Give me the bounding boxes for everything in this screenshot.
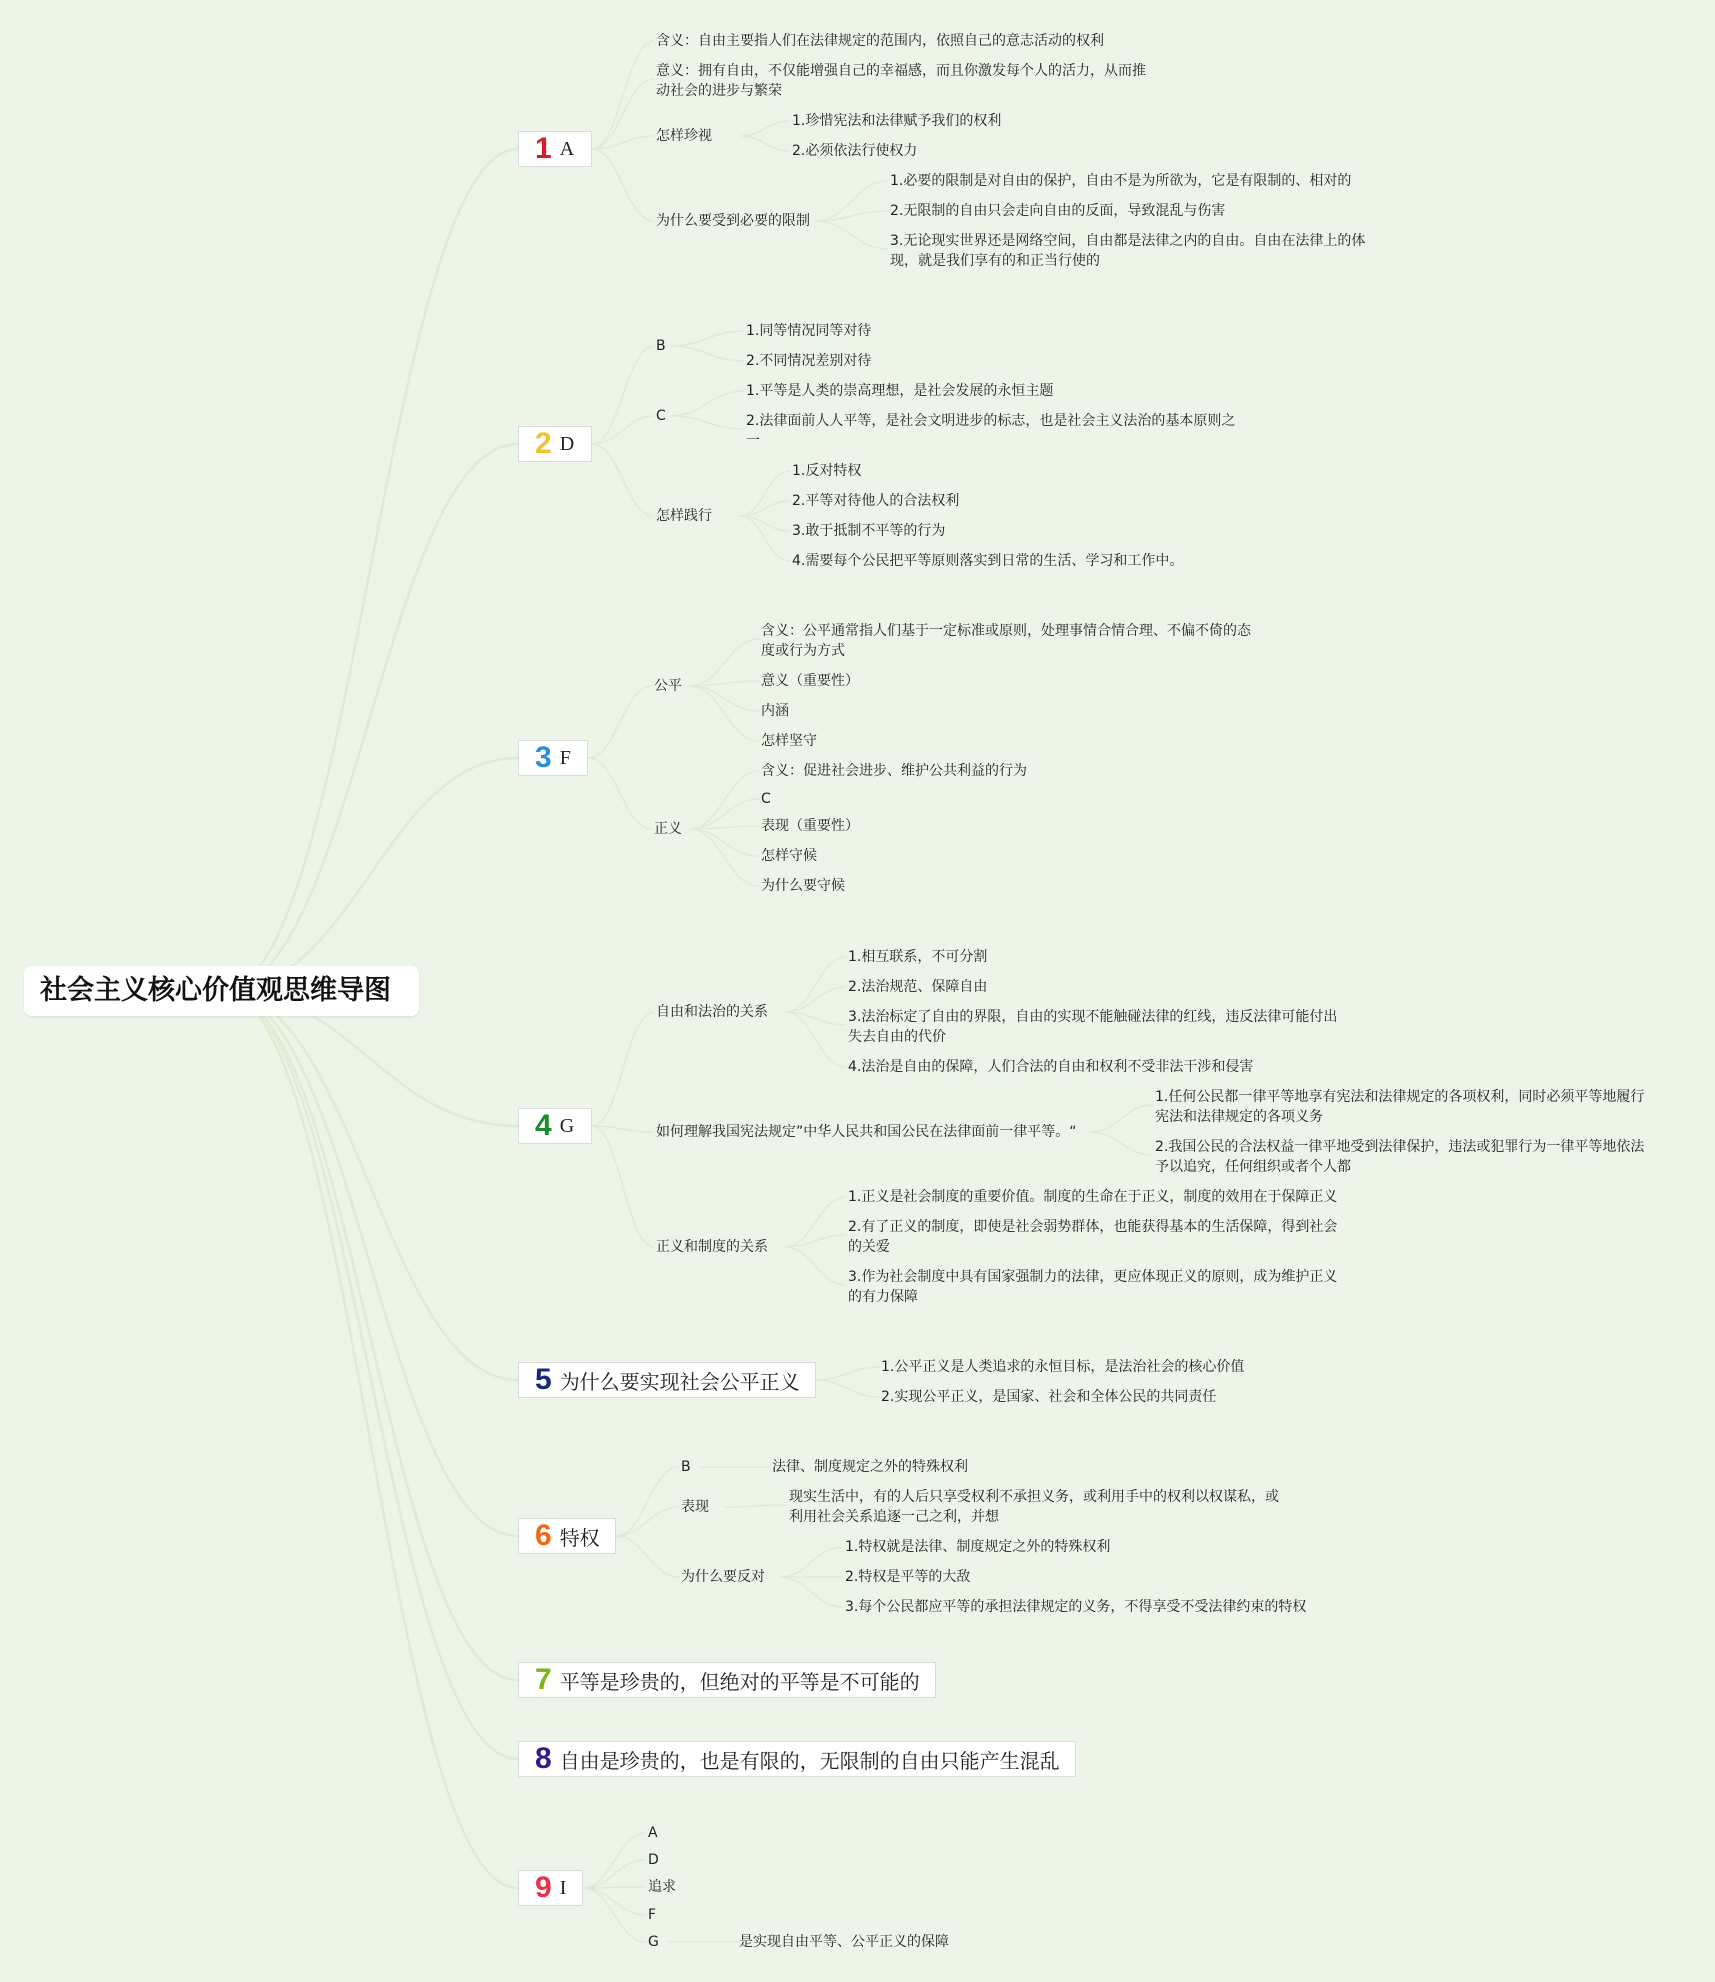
b2-how-practice-4[interactable]: 4.需要每个公民把平等原则落实到日常的生活、学习和工作中。 [792,553,1184,569]
b4-justice-system-2[interactable]: 2.有了正义的制度，即使是社会弱势群体，也能获得基本的生活保障，得到社会的关爱 [848,1219,1338,1255]
connector-curve [583,1888,646,1942]
b9-g[interactable]: G [648,1934,659,1950]
branch-8-node[interactable] [518,1741,1076,1777]
b1-how-cherish-1[interactable]: 1.珍惜宪法和法律赋予我们的权利 [792,113,1002,129]
b3-fairness-importance[interactable]: 意义（重要性） [761,673,859,689]
branch-3-label: F [559,746,571,769]
b1-how-cherish-2[interactable]: 2.必须依法行使权力 [792,143,918,159]
connector-curve [222,149,518,991]
branch-7-number: 7 [535,1663,552,1696]
b4-justice-system-3[interactable]: 3.作为社会制度中具有国家强制力的法律，更应体现正义的原则，成为维护正义的有力保障 [848,1269,1338,1305]
connector-curve [740,121,790,136]
connector-curve [690,686,759,711]
connector-curve [222,444,518,991]
b6-why-oppose-1[interactable]: 1.特权就是法律、制度规定之外的特殊权利 [845,1539,1111,1555]
branch-9-label: I [559,1876,567,1899]
connector-curve [690,829,759,856]
b2-b-2[interactable]: 2.不同情况差别对待 [746,353,872,369]
branch-6-label: 特权 [559,1525,600,1550]
branch-7-label: 平等是珍贵的，但绝对的平等是不可能的 [559,1669,920,1694]
b6-b-definition[interactable]: 法律、制度规定之外的特殊权利 [772,1459,968,1475]
branch-5-label: 为什么要实现社会公平正义 [559,1369,800,1394]
connector-curve [592,136,654,149]
b1-how-cherish[interactable]: 怎样珍视 [656,128,712,144]
b3-justice-meaning[interactable]: 含义：促进社会进步、维护公共利益的行为 [761,763,1027,779]
b3-fairness-how[interactable]: 怎样坚守 [761,733,817,749]
root-title: 社会主义核心价值观思维导图 [40,975,391,1006]
b3-fairness[interactable]: 公平 [654,678,682,694]
connector-curve [816,1367,879,1380]
b2-how-practice-1[interactable]: 1.反对特权 [792,463,862,479]
b4-freedom-law[interactable]: 自由和法治的关系 [656,1004,768,1020]
connector-curve [588,686,652,758]
connector-curve [815,181,888,221]
b6-manifestation[interactable]: 表现 [681,1499,709,1515]
branch-2-label: D [559,432,575,455]
b1-meaning[interactable]: 含义：自由主要指人们在法律规定的范围内，依照自己的意志活动的权利 [656,33,1104,49]
connector-curve [222,991,518,1536]
branch-1-number: 1 [535,132,552,165]
branch-1-node[interactable] [518,131,592,167]
b9-a[interactable]: A [648,1825,658,1841]
b3-justice[interactable]: 正义 [654,821,682,837]
connector-curve [670,346,744,361]
connector-curve [690,639,759,686]
branch-4-label: G [559,1114,575,1137]
b4-justice-system-1[interactable]: 1.正义是社会制度的重要价值。制度的生命在于正义，制度的效用在于保障正义 [848,1189,1338,1205]
b4-justice-system[interactable]: 正义和制度的关系 [656,1239,768,1255]
branch-6-number: 6 [535,1519,552,1552]
b6-why-oppose-3[interactable]: 3.每个公民都应平等的承担法律规定的义务，不得享受不受法律约束的特权 [845,1599,1307,1615]
connector-curve [670,331,744,346]
connector-curve [785,957,846,1012]
b9-g-guarantee[interactable]: 是实现自由平等、公平正义的保障 [739,1934,949,1950]
connector-curve [592,444,654,516]
b4-equality-question[interactable]: 如何理解我国宪法规定”中华人民共和国公民在法律面前一律平等。“ [656,1124,1077,1140]
b6-why-oppose-2[interactable]: 2.特权是平等的大敌 [845,1569,971,1585]
connector-curve [690,686,759,741]
branch-8-label: 自由是珍贵的，也是有限的，无限制的自由只能产生混乱 [559,1748,1060,1773]
b4-freedom-law-2[interactable]: 2.法治规范、保障自由 [848,979,988,995]
connector-curve [785,1197,846,1247]
root-node[interactable] [24,966,419,1016]
connector-curve [690,799,759,829]
b1-why-limit-3[interactable]: 3.无论现实世界还是网络空间，自由都是法律之内的自由。自由在法律上的体现，就是我们享有的和正当行使的 [890,233,1366,269]
connector-curve [592,1012,654,1126]
b4-equality-question-2[interactable]: 2.我国公民的合法权益一律平地受到法律保护，违法或犯罪行为一律平等地依法予以追究，任何组织或者个人都 [1155,1139,1645,1175]
branch-5-number: 5 [535,1363,552,1396]
branch-4-node[interactable] [518,1108,592,1144]
b2-how-practice[interactable]: 怎样践行 [656,508,712,524]
b3-fairness-meaning[interactable]: 含义：公平通常指人们基于一定标准或原则，处理事情合情合理、不偏不倚的态度或行为方式 [761,623,1251,659]
connector-curve [785,1247,846,1285]
connector-curve [670,416,744,429]
branch-6-node[interactable] [518,1518,616,1554]
connector-curve [592,149,654,221]
connector-curve [1090,1132,1153,1155]
connector-curve [816,1380,879,1397]
b2-c[interactable]: C [656,408,666,424]
b4-equality-question-1[interactable]: 1.任何公民都一律平等地享有宪法和法律规定的各项权利，同时必须平等地履行宪法和法律规定的各项义务 [1155,1089,1645,1125]
connector-curve [583,1888,646,1915]
b4-freedom-law-3[interactable]: 3.法治标定了自由的界限，自由的实现不能触碰法律的红线，违反法律可能付出失去自由的代价 [848,1009,1338,1045]
connector-curve [785,1012,846,1067]
connector-curve [780,1547,843,1577]
branch-3-node[interactable] [518,740,588,776]
branch-7-node[interactable] [518,1662,936,1698]
b2-b-1[interactable]: 1.同等情况同等对待 [746,323,872,339]
connector-curve [1090,1105,1153,1132]
b9-f[interactable]: F [648,1907,657,1923]
b3-justice-c[interactable]: C [761,791,771,807]
connector-curve [780,1577,843,1607]
connector-curve [616,1536,679,1577]
branch-4-number: 4 [535,1109,552,1142]
connector-curve [616,1467,679,1536]
b1-why-limit-2[interactable]: 2.无限制的自由只会走向自由的反面，导致混乱与伤害 [890,203,1226,219]
b6-why-oppose[interactable]: 为什么要反对 [681,1569,765,1585]
b1-why-limit[interactable]: 为什么要受到必要的限制 [656,213,810,229]
b2-how-practice-2[interactable]: 2.平等对待他人的合法权利 [792,493,960,509]
branch-8-number: 8 [535,1742,552,1775]
connector-curve [690,829,759,886]
b9-d[interactable]: D [648,1852,659,1868]
connector-curve [725,1505,787,1507]
b3-fairness-connotation[interactable]: 内涵 [761,703,789,719]
connector-curve [785,987,846,1012]
connector-curve [588,758,652,829]
b5-reason-2[interactable]: 2.实现公平正义，是国家、社会和全体公民的共同责任 [881,1389,1217,1405]
connector-curve [815,221,888,249]
connector-curve [592,41,654,149]
connector-curve [583,1860,646,1888]
connector-curve [740,136,790,151]
b3-justice-how[interactable]: 怎样守候 [761,848,817,864]
b3-justice-why[interactable]: 为什么要守候 [761,878,845,894]
b9-pursuit[interactable]: 追求 [648,1879,676,1895]
b3-justice-expression[interactable]: 表现（重要性） [761,818,859,834]
connector-curve [222,991,518,1680]
b6-manifestation-detail[interactable]: 现实生活中，有的人后只享受权利不承担义务，或利用手中的权利以权谋私，或利用社会关系追逐一己之利，并想 [789,1489,1279,1525]
b6-b[interactable]: B [681,1459,691,1475]
b2-c-1[interactable]: 1.平等是人类的崇高理想，是社会发展的永恒主题 [746,383,1054,399]
branch-9-number: 9 [535,1871,552,1904]
connector-curve [616,1507,679,1536]
connector-curve [670,391,744,416]
b2-c-2[interactable]: 2.法律面前人人平等，是社会文明进步的标志，也是社会主义法治的基本原则之一 [746,413,1236,449]
b2-how-practice-3[interactable]: 3.敢于抵制不平等的行为 [792,523,946,539]
branch-1-label: A [559,137,575,160]
connector-curve [222,991,518,1759]
connector-curve [592,79,654,149]
branch-2-number: 2 [535,427,552,460]
branch-3-number: 3 [535,741,552,774]
b1-significance[interactable]: 意义：拥有自由，不仅能增强自己的幸福感，而且你激发每个人的活力，从而推动社会的进步与繁荣 [656,63,1146,99]
branch-2-node[interactable] [518,426,592,462]
connector-curve [222,991,518,1888]
b1-why-limit-1[interactable]: 1.必要的限制是对自由的保护，自由不是为所欲为，它是有限制的、相对的 [890,173,1352,189]
branch-9-node[interactable] [518,1870,583,1906]
connector-curve [222,991,518,1380]
connector-curve [592,1126,654,1247]
branch-5-node[interactable] [518,1362,816,1398]
b4-freedom-law-1[interactable]: 1.相互联系，不可分割 [848,949,988,965]
b5-reason-1[interactable]: 1.公平正义是人类追求的永恒目标，是法治社会的核心价值 [881,1359,1245,1375]
b2-b[interactable]: B [656,338,666,354]
b4-freedom-law-4[interactable]: 4.法治是自由的保障，人们合法的自由和权利不受非法干涉和侵害 [848,1059,1254,1075]
